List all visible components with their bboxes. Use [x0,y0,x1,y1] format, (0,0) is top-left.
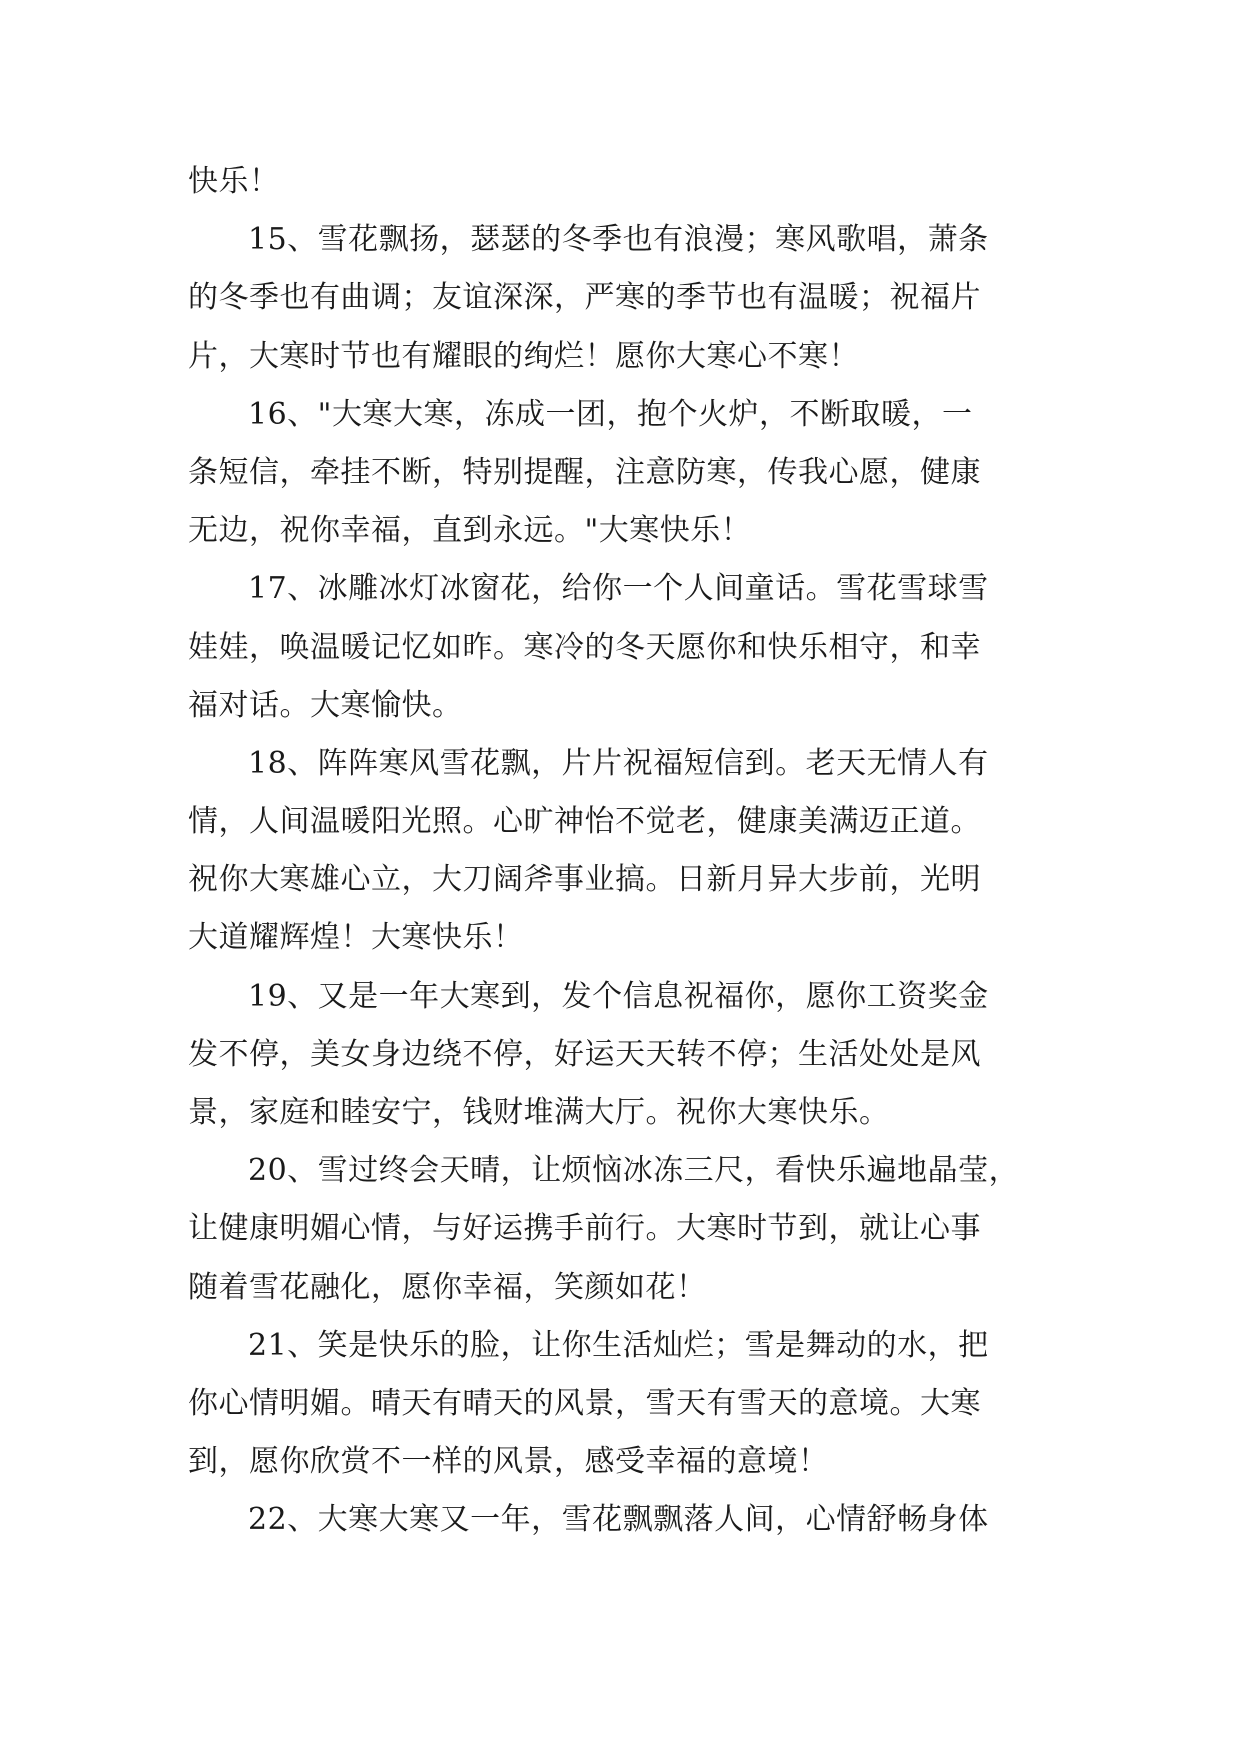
text-line: 景，家庭和睦安宁，钱财堆满大厅。祝你大寒快乐。 [188,1095,890,1130]
text-line: 情，人间温暖阳光照。心旷神怡不觉老，健康美满迈正道。 [188,804,981,840]
paragraph [188,1491,1068,1549]
paragraph [188,386,1068,561]
text-line: 21、笑是快乐的脸，让你生活灿烂；雪是舞动的水，把 [248,1327,989,1363]
text-line: 大道耀辉煌！大寒快乐！ [188,920,524,956]
text-line: 的冬季也有曲调；友谊深深，严寒的季节也有温暖；祝福片 [188,280,981,316]
text-line: 娃娃，唤温暖记忆如昨。寒冷的冬天愿你和快乐相守，和幸 [188,629,981,665]
paragraph [188,1317,1068,1492]
text-line: 片，大寒时节也有耀眼的绚烂！愿你大寒心不寒！ [188,338,859,374]
text-line: 22、大寒大寒又一年，雪花飘飘落人间，心情舒畅身体 [248,1502,989,1538]
paragraph [188,153,1068,211]
paragraph [188,735,1068,968]
text-line: 你心情明媚。晴天有晴天的风景，雪天有雪天的意境。大寒 [188,1385,981,1421]
text-line: 无边，祝你幸福，直到永远。"大寒快乐！ [188,513,752,549]
text-line: 17、冰雕冰灯冰窗花，给你一个人间童话。雪花雪球雪 [248,571,989,607]
paragraph [188,1142,1068,1317]
text-line: 15、雪花飘扬，瑟瑟的冬季也有浪漫；寒风歌唱，萧条 [248,222,989,258]
text-line: 20、雪过终会天晴，让烦恼冰冻三尺，看快乐遍地晶莹， [248,1153,1020,1189]
paragraph [188,968,1068,1143]
text-line: 随着雪花融化，愿你幸福，笑颜如花！ [188,1269,707,1305]
paragraph [188,211,1068,386]
text-line: 发不停，美女身边绕不停，好运天天转不停；生活处处是风 [188,1036,981,1072]
text-line: 16、"大寒大寒，冻成一团，抱个火炉，不断取暖，一 [248,396,973,432]
text-line: 快乐！ [188,164,280,199]
text-line: 条短信，牵挂不断，特别提醒，注意防寒，传我心愿，健康 [188,454,981,490]
document-body [188,153,1068,1550]
text-line: 祝你大寒雄心立，大刀阔斧事业搞。日新月异大步前，光明 [188,862,981,898]
text-line: 让健康明媚心情，与好运携手前行。大寒时节到，就让心事 [188,1211,981,1247]
text-line: 福对话。大寒愉快。 [188,687,463,723]
text-line: 19、又是一年大寒到，发个信息祝福你，愿你工资奖金 [248,978,989,1014]
paragraph [188,560,1068,735]
text-line: 到，愿你欣赏不一样的风景，感受幸福的意境！ [188,1444,829,1480]
text-line: 18、阵阵寒风雪花飘，片片祝福短信到。老天无情人有 [248,745,989,781]
